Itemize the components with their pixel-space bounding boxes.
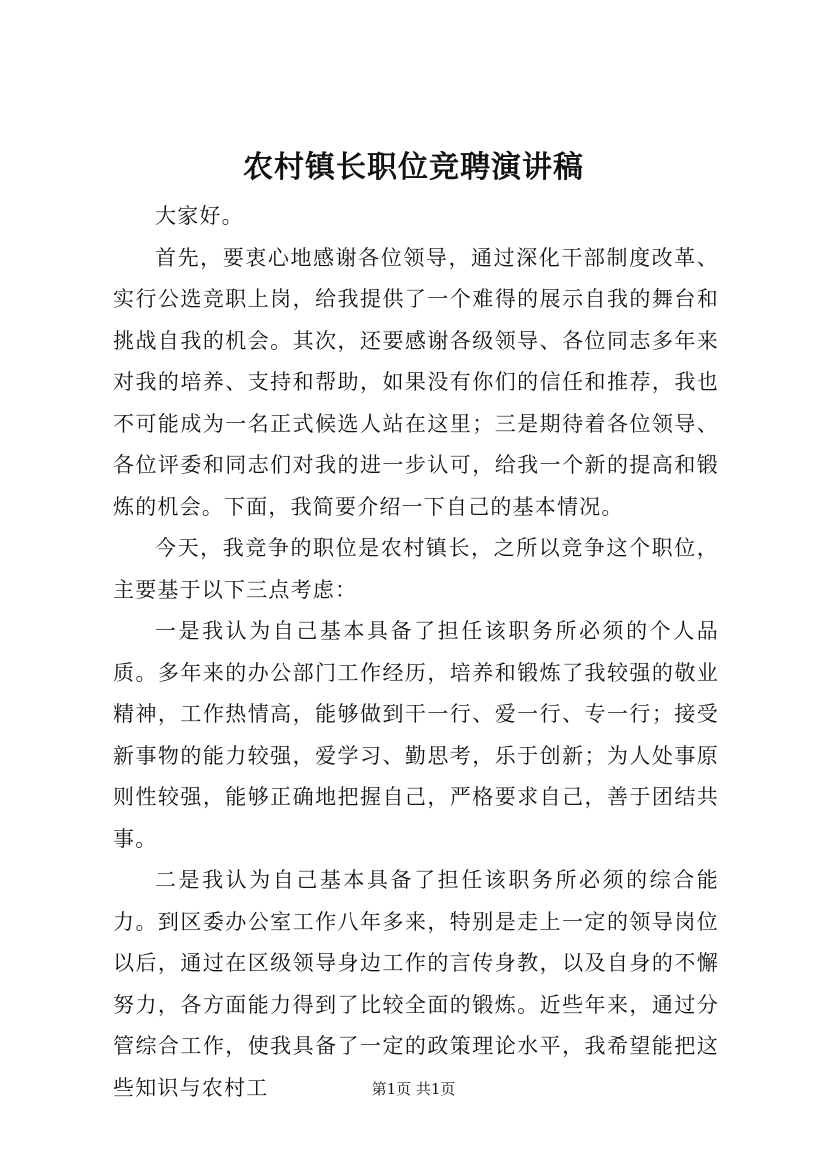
paragraph-greeting: 大家好。 — [155, 204, 244, 228]
paragraph-point-one: 一是我认为自己基本具备了担任该职务所必须的个人品质。多年来的办公部门工作经历，培养和锻炼了我较强的敬业精神，工作热情高，能够做到干一行、爱一行、专一行；接受新事物的能力较强，爱学习、勤思考，乐于创新；为人处事原则性较强，能够正确地把握自己，严格要求自己，善于团结共事。 — [113, 619, 719, 851]
document-title: 农村镇长职位竞聘演讲稿 — [243, 150, 584, 185]
document-body — [113, 196, 719, 1109]
paragraph-point-two: 二是我认为自己基本具备了担任该职务所必须的综合能力。到区委办公室工作八年多来，特别是走上一定的领导岗位以后，通过在区级领导身边工作的言传身教，以及自身的不懈努力，各方面能力得到了比较全面的锻炼。近些年来，通过分管综合工作，使我具备了一定的政策理论水平，我希望能把这些知识与农村工 — [113, 868, 719, 1100]
paragraph-position: 今天，我竞争的职位是农村镇长，之所以竞争这个职位，主要基于以下三点考虑： — [113, 536, 719, 602]
paragraph-thanks: 首先，要衷心地感谢各位领导，通过深化干部制度改革、实行公选竞职上岗，给我提供了一个难得的展示自我的舞台和挑战自我的机会。其次，还要感谢各级领导、各位同志多年来对我的培养、支持和帮助，如果没有你们的信任和推荐，我也不可能成为一名正式候选人站在这里；三是期待着各位领导、各位评委和同志们对我的进一步认可，给我一个新的提高和锻炼的机会。下面，我简要介绍一下自己的基本情况。 — [113, 245, 719, 519]
page-footer: 第1页 共1页 — [371, 1080, 456, 1098]
